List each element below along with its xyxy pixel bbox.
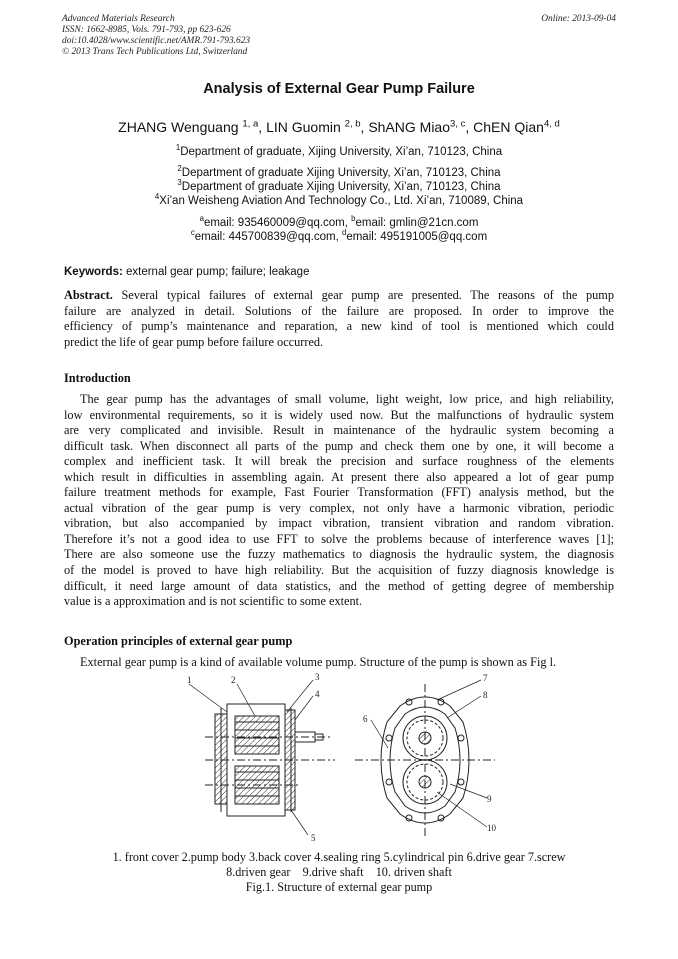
online-date: Online: 2013-09-04 bbox=[541, 14, 616, 24]
copyright-line: © 2013 Trans Tech Publications Ltd, Switzerland bbox=[62, 47, 248, 57]
intro-line: which result in difficulties in assembling again. At present there also appeared a lot of gear pump bbox=[64, 469, 614, 484]
affiliation: $^1$Department of graduate, Xijing University, Xi’an, 710123, China bbox=[175, 143, 503, 158]
end-view bbox=[355, 684, 495, 837]
abstract-line: Abstract. Several typical failures of external gear pump are presented. The reasons of the pump bbox=[64, 288, 614, 302]
author: LIN Guomin $^{2, b}$, bbox=[266, 118, 369, 135]
keywords-text: external gear pump; failure; leakage bbox=[122, 266, 310, 278]
keywords bbox=[64, 266, 309, 278]
figure-caption: Fig.1. Structure of external gear pump bbox=[245, 880, 433, 894]
part-label: 1 bbox=[187, 675, 192, 685]
part-label: 3 bbox=[315, 672, 320, 682]
affiliation: $^2$Department of graduate Xijing University, Xi’an, 710123, China bbox=[177, 164, 501, 179]
keywords-label: Keywords: bbox=[64, 266, 123, 278]
section-heading-introduction: Introduction bbox=[64, 371, 131, 385]
figure-legend-line: 1. front cover 2.pump body 3.back cover 4.sealing ring 5.cylindrical pin 6.drive gear 7.screw bbox=[112, 850, 566, 864]
intro-line: actual vibration of the gear pump is very complex, not only have a harmonic vibration, periodic bbox=[64, 500, 614, 515]
operation-text: External gear pump is a kind of available volume pump. Structure of the pump is shown as Fig l. bbox=[80, 655, 557, 669]
gear-pump-figure bbox=[175, 672, 520, 847]
intro-line: difficult, it need large amount of data statistics, and the method of getting degree of membership bbox=[64, 578, 614, 593]
issn-line: ISSN: 1662-8985, Vols. 791-793, pp 623-626 bbox=[62, 25, 231, 35]
abstract-line: efficiency of pump’s maintenance and reparation, a new kind of tool is mentioned which could bbox=[64, 319, 614, 334]
part-label: 7 bbox=[483, 673, 488, 683]
affiliation: $^4$Xi’an Weisheng Aviation And Technology Co., Ltd. Xi’an, 710089, China bbox=[154, 192, 524, 207]
part-label: 4 bbox=[315, 689, 320, 699]
intro-line: difficult task. When disconnect all parts of the pump and check them one by one, it will become a bbox=[64, 438, 614, 453]
email-line: $^a$email: 935460009@qq.com, $^b$email: gmlin@21cn.com bbox=[199, 214, 479, 229]
figure-legend-line: 8.driven gear 9.drive shaft 10. driven shaft bbox=[226, 865, 452, 879]
part-label: 5 bbox=[311, 833, 316, 843]
section-heading-operation: Operation principles of external gear pump bbox=[64, 634, 293, 648]
intro-line: Therefore it’s not a good idea to use FFT to solve the problems because of interference waves [1]; bbox=[64, 531, 614, 546]
intro-line: complex and inefficient task. It will break the precision and surface roughness of the elements bbox=[64, 454, 614, 469]
abstract bbox=[64, 288, 614, 350]
intro-line: value is a approximation and is not scientific to some extent. bbox=[64, 594, 363, 609]
intro-line: of the model is proved to have high reliability. But the acquisition of fuzzy diagnosis knowledge is bbox=[64, 563, 614, 578]
part-label: 9 bbox=[487, 794, 492, 804]
affiliation: $^3$Department of graduate Xijing University, Xi’an, 710123, China bbox=[177, 178, 501, 193]
intro-line: failure treatment methods for example, Fast Fourier Transformation (FFT) analysis method, but the bbox=[64, 485, 614, 500]
author: ChEN Qian$^{4, d}$ bbox=[473, 118, 560, 135]
intro-line: low environmental requirements, so it is widely used now. But the malfunctions of hydraulic system bbox=[64, 407, 614, 422]
leader-lines-right bbox=[371, 680, 487, 827]
part-label: 8 bbox=[483, 690, 488, 700]
email-line: $^c$email: 445700839@qq.com, $^d$email: 495191005@qq.com bbox=[190, 228, 488, 243]
intro-line: There are also someone use the fuzzy mathematics to diagnosis the hydraulic system, the diagnosis bbox=[64, 547, 614, 562]
part-label: 6 bbox=[363, 714, 368, 724]
intro-line: vibration, but also accompanied by impact vibration, transient vibration and random vibration. bbox=[64, 516, 614, 531]
author: ZHANG Wenguang $^{1, a}$, bbox=[118, 118, 267, 135]
intro-line: are very complicated and invisible. Result in maintenance of the hydraulic system becoming a bbox=[64, 423, 614, 438]
part-label: 2 bbox=[231, 675, 236, 685]
abstract-line: predict the life of gear pump before failure occurred. bbox=[64, 334, 324, 349]
journal-header bbox=[62, 14, 250, 58]
journal-name: Advanced Materials Research bbox=[62, 14, 175, 24]
part-label: 10 bbox=[487, 823, 496, 833]
paper-title: Analysis of External Gear Pump Failure bbox=[203, 81, 475, 97]
introduction-paragraph bbox=[64, 392, 614, 610]
abstract-line: failure are analyzed in detail. Solutions of the failure are proposed. In order to improve the bbox=[64, 303, 614, 318]
author: ShANG Miao$^{3, c}$, bbox=[368, 118, 474, 135]
doi-line: doi:10.4028/www.scientific.net/AMR.791-793.623 bbox=[62, 36, 251, 46]
intro-line: The gear pump has the advantages of small volume, light weight, low price, and high reliability, bbox=[80, 392, 614, 406]
sectional-view bbox=[205, 704, 335, 816]
author-list bbox=[0, 119, 678, 135]
